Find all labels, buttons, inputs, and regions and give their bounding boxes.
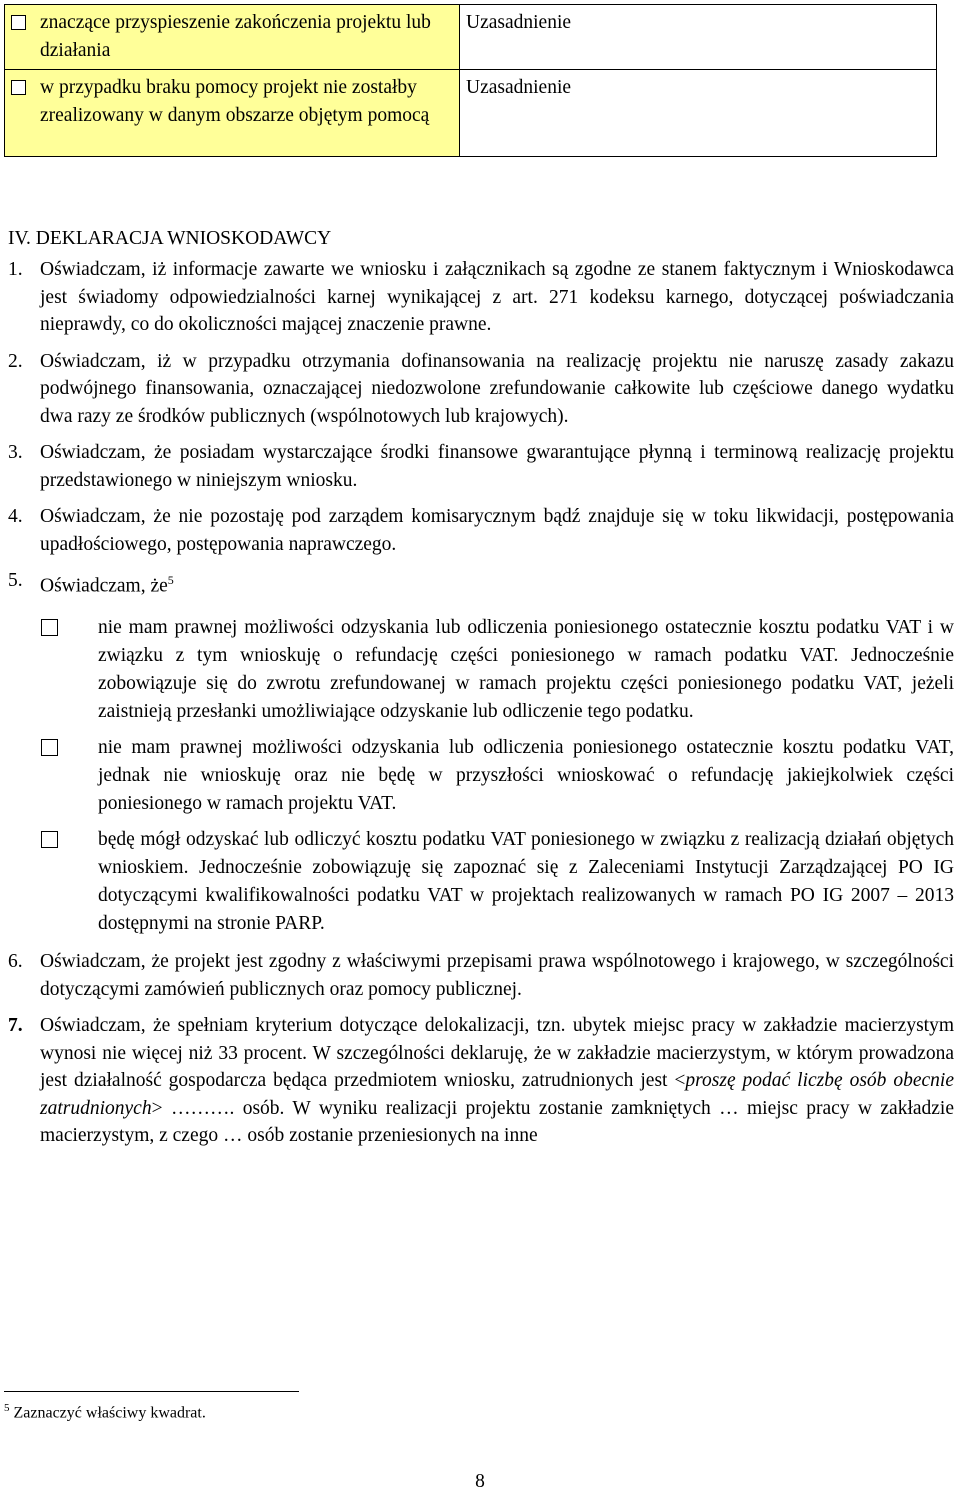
footnote-text: Zaznaczyć właściwy kwadrat. xyxy=(13,1404,206,1422)
item-number: 2. xyxy=(8,350,23,372)
justification-cell[interactable]: Uzasadnienie xyxy=(460,70,937,157)
list-item xyxy=(8,1012,954,1150)
item-number: 3. xyxy=(8,442,23,463)
option-cell xyxy=(5,70,460,157)
checkbox-square[interactable] xyxy=(11,15,26,30)
item-text-main: Oświadczam, że xyxy=(40,575,168,597)
justification-cell[interactable]: Uzasadnienie xyxy=(460,5,937,70)
vat-option-text: nie mam prawnej możliwości odzyskania lub odliczenia poniesionego ostatecznie kosztu podatku VAT, jednak nie wnioskuję oraz nie będę w przyszłości wnioskować o refundację jakiejkolwiek części poniesionego w ramach projektu VAT. xyxy=(98,737,954,814)
item-text-part: Oświadczam, że spełniam kryterium dotyczące delokalizacji, tzn. ubytek miejsc pracy w zakładzie macierzystym wynosi nie więcej niż 33 procent. W szczególności deklaruję, że w zakładzie macierzystym, w którym prowadzona jest działalność gospodarcza będąca przedmiotem wniosku, zatrudnionych jest < xyxy=(40,1015,954,1091)
list-item xyxy=(8,348,954,431)
option-text: w przypadku braku pomocy projekt nie zostałby zrealizowany w danym obszarze objętym pomocą xyxy=(40,77,430,126)
footnote-number: 5 xyxy=(4,1402,10,1414)
list-item xyxy=(8,503,954,558)
footnote-separator xyxy=(4,1391,299,1392)
section-heading: IV. DEKLARACJA WNIOSKODAWCY xyxy=(8,228,332,249)
table-row xyxy=(5,5,937,70)
checkbox-square[interactable] xyxy=(41,619,58,636)
item-text-part: > ………. osób. W wyniku realizacji projektu zostanie zamkniętych … miejsc pracy w zakładzie macierzystym, z czego … osób zostanie przeniesionych na inne xyxy=(40,1097,954,1146)
list-item xyxy=(8,439,954,494)
checkbox-square[interactable] xyxy=(41,739,58,756)
page-number: 8 xyxy=(475,1471,485,1492)
vat-option-text: będę mógł odzyskać lub odliczyć kosztu podatku VAT poniesionego w związku z realizacją działań objętych wnioskiem. Jednocześnie zobowiązuję się zapoznać się z Zaleceniami Instytucji Zarządzającej PO IG dotyczącymi kwalifikowalności podatku VAT w projektach realizowanych w ramach PO IG 2007 – 2013 dostępnymi na stronie PARP. xyxy=(98,829,954,934)
footnote-ref: 5 xyxy=(167,573,174,587)
vat-option xyxy=(8,614,954,726)
checkbox-square[interactable] xyxy=(11,80,26,95)
aid-effect-table xyxy=(4,4,937,157)
item-text-italic: proszę podać liczbę osób obecnie zatrudnionych xyxy=(40,1070,955,1119)
vat-option xyxy=(8,826,954,938)
item-text: Oświadczam, że projekt jest zgodny z właściwymi przepisami prawa wspólnotowego i krajowego, w szczególności dotyczącymi zamówień publicznych oraz pomocy publicznej. xyxy=(40,951,954,1000)
vat-option xyxy=(8,734,954,818)
item-text: Oświadczam, że posiadam wystarczające środki finansowe gwarantujące płynną i terminową realizację projektu przedstawionego w niniejszym wniosku. xyxy=(40,442,954,491)
declaration-list xyxy=(8,256,954,1159)
footnote xyxy=(4,1402,206,1422)
item-number: 7. xyxy=(8,1015,23,1036)
list-item xyxy=(8,948,954,1003)
item-number: 4. xyxy=(8,506,23,527)
item-number: 1. xyxy=(8,259,23,280)
table-row xyxy=(5,70,937,157)
item-number: 6. xyxy=(8,951,23,972)
option-text: znaczące przyspieszenie zakończenia projektu lub działania xyxy=(40,12,431,61)
checkbox-square[interactable] xyxy=(41,831,58,848)
item-number: 5. xyxy=(8,570,23,591)
list-item xyxy=(8,567,954,600)
item-text: Oświadczam, iż w przypadku otrzymania dofinansowania na realizację projektu nie naruszę zasady zakazu podwójnego finansowania, oznaczającej niedozwolone zrefundowanie całkowite lub częściowe danego wydatku dwa razy ze środków publicznych (wspólnotowych lub krajowych). xyxy=(40,350,954,427)
vat-option-text: nie mam prawnej możliwości odzyskania lub odliczenia poniesionego ostatecznie kosztu podatku VAT i w związku z tym wnioskuję o refundację części poniesionego w ramach podatku VAT. Jednocześnie zobowiązuje się do zwrotu zrefundowanej w ramach projektu części poniesionego podatku VAT, jeżeli zaistnieją przesłanki umożliwiające odzyskanie lub odliczenie tego podatku. xyxy=(98,617,954,722)
list-item xyxy=(8,256,954,339)
item-text: Oświadczam, iż informacje zawarte we wniosku i załącznikach są zgodne ze stanem faktycznym i Wnioskodawca jest świadomy odpowiedzialności karnej wynikającej z art. 271 kodeksu karnego, dotyczącej poświadczania nieprawdy, co do okoliczności mającej znaczenie prawne. xyxy=(40,259,954,335)
option-cell xyxy=(5,5,460,70)
item-text: Oświadczam, że nie pozostaję pod zarządem komisarycznym bądź znajduje się w toku likwidacji, postępowania upadłościowego, postępowania naprawczego. xyxy=(40,506,954,555)
item-text xyxy=(40,567,954,600)
item-text xyxy=(40,1012,954,1150)
